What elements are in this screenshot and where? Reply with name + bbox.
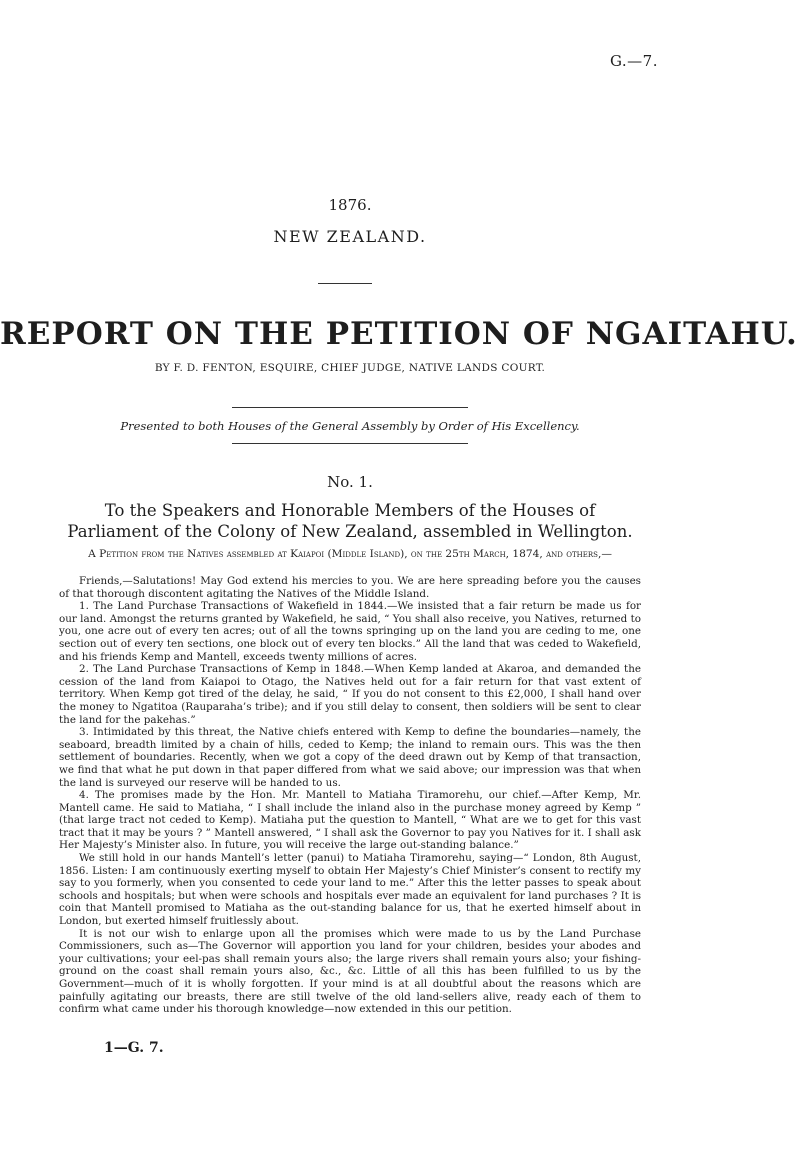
petition-origin: A Petition from the Natives assembled at Kaiapoi (Middle Island), on the 25th March, 1874, and others,— [88,548,612,560]
page-reference: G.—7. [609,52,658,70]
petition-address: To the Speakers and Honorable Members of the Houses of Parliament of the Colony of New Zealand, assembled in Wellington. [67,501,633,541]
section-number: No. 1. [327,473,373,491]
presented-line: Presented to both Houses of the General Assembly by Order of His Excellency. [120,419,580,433]
document-year: 1876. [328,196,372,214]
divider-bottom [232,443,468,444]
paragraph: We still hold in our hands Mantell’s letter (panui) to Matiaha Tiramorehu, saying—“ London, 8th August, 1856. Listen: I am continuously exerting myself to obtain Her Majesty’s Chief Minister’s consent to rectify my say to you formerly, when you consented to cede your land to me.” After this the letter passes to speak about schools and hospitals; but when were schools and hospitals ever made an equivalent for land purchases ? It is coin that Mantell promised to Matiaha as the out-standing balance for us, that he exerted himself about in London, but exerted himself fruitlessly about. [59,852,641,928]
paragraph: 2. The Land Purchase Transactions of Kemp in 1848.—When Kemp landed at Akaroa, and demanded the cession of the land from Kaiapoi to Otago, the Natives held out for a fair return for that vast extent of territory. When Kemp got tired of the delay, he said, “ If you do not consent to this £2,000, I shall hand over the money to Ngatitoa (Rauparaha’s tribe); and if you still delay to consent, then soldiers will be sent to clear the land for the pakehas.” [59,663,641,726]
document-author: BY F. D. FENTON, ESQUIRE, CHIEF JUDGE, NATIVE LANDS COURT. [154,362,546,374]
divider-top [232,407,468,408]
paragraph: It is not our wish to enlarge upon all the promises which were made to us by the Land Purchase Commissioners, such as—The Governor will apportion you land for your children, besides your abodes and your cultivations; your eel-pas shall remain yours also; the large rivers shall remain yours also; your fishing-ground on the coast shall remain yours also, &c., &c. Little of all this has been fulfilled to us by the Government—much of it is wholly forgotten. If your mind is at all doubtful about the reasons which are painfully agitating our breasts, there are still twelve of the old land-sellers alive, ready each of them to confirm what came under his thorough knowledge—now extended in this our petition. [59,927,641,1016]
petition-body [59,575,641,1016]
paragraph: 4. The promises made by the Hon. Mr. Mantell to Matiaha Tiramorehu, our chief.—After Kemp, Mr. Mantell came. He said to Matiaha, “ I shall include the inland also in the purchase money agreed by Kemp ” (that large tract not ceded to Kemp). Matiaha put the question to Mantell, “ What are we to get for this vast tract that it may be yours ? ” Mantell answered, “ I shall ask the Governor to pay you Natives for it. I shall ask Her Majesty’s Minister also. In future, you will receive the large out-standing balance.” [59,789,641,852]
document-country: NEW ZEALAND. [273,227,427,246]
paragraph: 1. The Land Purchase Transactions of Wakefield in 1844.—We insisted that a fair return be made us for our land. Amongst the returns granted by Wakefield, he said, “ You shall also receive, you Natives, returned to you, one acre out of every ten acres; out of all the towns springing up on the land you are ceding to me, one section out of every ten sections, one block out of every ten blocks.” All the land that was ceded to Wakefield, and his friends Kemp and Mantell, exceeds twenty millions of acres. [59,600,641,663]
paragraph: Friends,—Salutations! May God extend his mercies to you. We are here spreading before you the causes of that thorough discontent agitating the Natives of the Middle Island. [59,575,641,600]
page-footer: 1—G. 7. [104,1040,164,1056]
paragraph: 3. Intimidated by this threat, the Native chiefs entered with Kemp to define the boundaries—namely, the seaboard, breadth limited by a chain of hills, ceded to Kemp; the inland to remain ours. This was the then settlement of boundaries. Recently, when we got a copy of the deed drawn out by Kemp of that transaction, we find that what he put down in that paper differed from what we said above; our impression was that when the land is surveyed our reserve will be handed to us. [59,726,641,789]
divider-short [318,283,372,284]
document-title: REPORT ON THE PETITION OF NGAITAHU. [0,316,798,352]
